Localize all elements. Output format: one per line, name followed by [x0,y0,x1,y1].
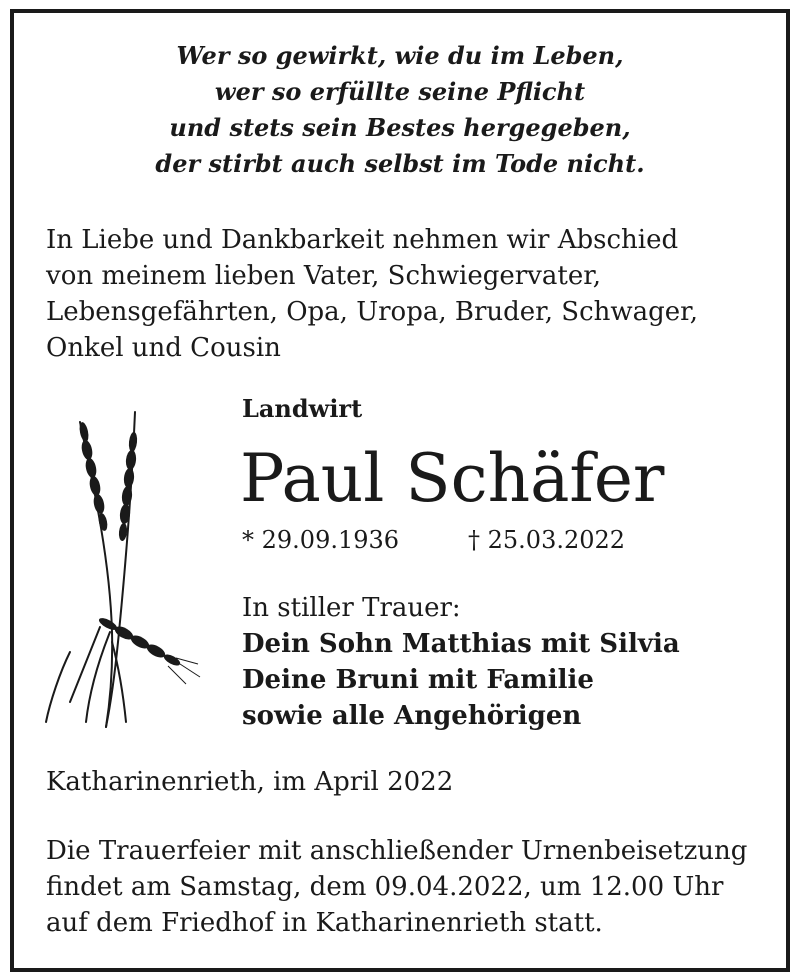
poem-line: Wer so gewirkt, wie du im Leben, [176,41,624,70]
place-date: Katharinenrieth, im April 2022 [46,767,454,797]
poem-line: wer so erfüllte seine Pflicht [214,77,586,106]
service-line: Die Trauerfeier mit anschließender Urnenbeisetzung [46,836,748,866]
poem-line: und stets sein Bestes hergegeben, [169,113,631,142]
mourner-line: sowie alle Angehörigen [242,701,582,731]
mourner-line: Deine Bruni mit Familie [242,665,594,695]
poem [0,38,800,182]
mourning-heading: In stiller Trauer: [242,593,461,623]
death-date: † 25.03.2022 [468,526,626,554]
wheat-ears-icon [40,402,210,732]
intro-line: In Liebe und Dankbarkeit nehmen wir Abschied [46,225,679,255]
occupation: Landwirt [242,394,363,423]
intro-text [46,222,698,366]
service-line: findet am Samstag, dem 09.04.2022, um 12.00 Uhr [46,872,724,902]
birth-date: * 29.09.1936 [242,526,400,554]
mourners-block [242,590,680,734]
intro-line: Onkel und Cousin [46,333,281,363]
life-dates [242,522,626,558]
intro-line: Lebensgefährten, Opa, Uropa, Bruder, Schwager, [46,297,699,327]
service-info [46,833,747,941]
poem-line: der stirbt auch selbst im Tode nicht. [155,149,645,178]
intro-line: von meinem lieben Vater, Schwiegervater, [46,261,602,291]
deceased-name: Paul Schäfer [240,440,665,517]
service-line: auf dem Friedhof in Katharinenrieth statt. [46,908,603,938]
mourner-line: Dein Sohn Matthias mit Silvia [242,629,680,659]
